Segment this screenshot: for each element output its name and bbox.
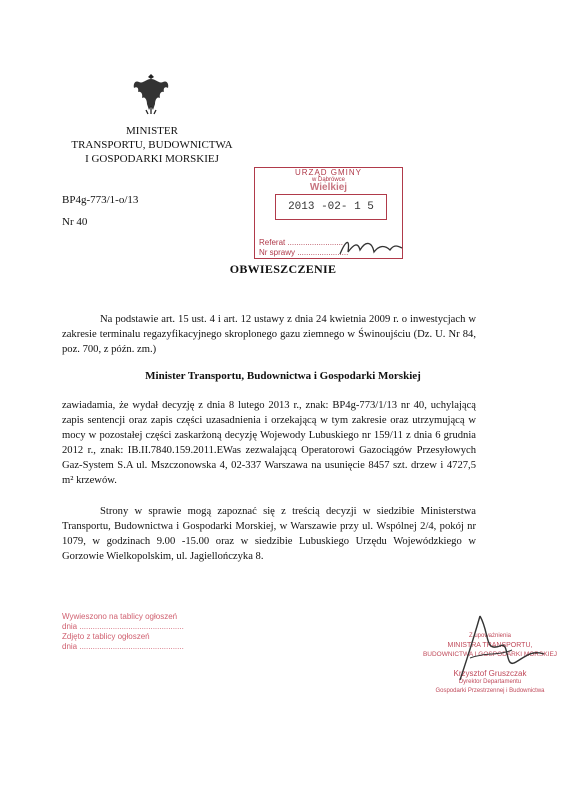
issuer-line-3: I GOSPODARKI MORSKIEJ xyxy=(85,153,219,165)
eagle-emblem-icon xyxy=(131,70,171,116)
removed-label: Zdjęto z tablicy ogłoszeń xyxy=(62,632,150,641)
decision-number: Nr 40 xyxy=(62,216,88,228)
case-number: BP4g-773/1-o/13 xyxy=(62,194,139,206)
notice-board-stamp xyxy=(62,612,202,652)
handwritten-signature xyxy=(440,610,550,690)
document-title: OBWIESZCZENIE xyxy=(229,262,337,276)
stamp-office: URZĄD GMINY xyxy=(295,168,362,177)
signatory-name: Krzysztof Gruszczak xyxy=(453,669,527,678)
issuer-block xyxy=(62,124,242,166)
posted-date: dnia ............................................... xyxy=(62,622,184,631)
stamp-date: 2013 -02- 1 5 xyxy=(275,194,387,220)
stamp-referat: Referat ......................... xyxy=(259,238,344,247)
issuer-line-1: MINISTER xyxy=(126,125,178,137)
stamp-place: Wielkiej xyxy=(309,182,348,193)
intro-paragraph: Na podstawie art. 15 ust. 4 i art. 12 ustawy z dnia 24 kwietnia 2009 r. o inwestycjach w zakresie terminalu regazyfikacyjnego skroplonego gazu ziemnego w Świnoujściu (Dz. U. Nr 84, poz. 700, z późn. zm.) xyxy=(62,314,476,355)
decision-paragraph: zawiadamia, że wydał decyzję z dnia 8 lutego 2013 r., znak: BP4g-773/1/13 nr 40, uchylającą zapis sentencji oraz zapis części uzasadnienia i orzekającą w tym zakresie oraz utrzymującą w mocy w pozostałej części zaskarżoną decyzję Wojewody Lubuskiego nr 159/11 z dnia 6 grudnia 2012 r., znak: IB.II.7840.159.2011.EWas zezwalającą Operatorowi Gazociągów Przesyłowych Gaz-System S.A ul. Mszczonowska 4, 02-337 Warszawa na usunięcie 8457 szt. drzew i 4727,5 m² krzewów. xyxy=(62,400,476,486)
signatory-role-1: Dyrektor Departamentu xyxy=(458,679,522,685)
issuer-line-2: TRANSPORTU, BUDOWNICTWA xyxy=(71,139,233,151)
minister-line: MINISTRA TRANSPORTU, xyxy=(447,642,533,649)
authority-heading: Minister Transportu, Budownictwa i Gospodarki Morskiej xyxy=(145,370,421,382)
stamp-nr-sprawy: Nr sprawy ....................... xyxy=(259,248,349,257)
info-paragraph: Strony w sprawie mogą zapoznać się z treścią decyzji w siedzibie Ministerstwa Transportu, Budownictwa i Gospodarki Morskiej, w Warszawie przy ul. Wspólnej 2/4, pokój nr 1079, w godzinach 9.00 -15.00 oraz w siedzibie Lubuskiego Urzędu Wojewódzkiego w Gorzowie Wielkopolskim, ul. Jagiellończyka 8. xyxy=(62,506,476,562)
ministry-line: BUDOWNICTWA I GOSPODARKI MORSKIEJ xyxy=(422,651,558,658)
signatory-role-2: Gospodarki Przestrzennej i Budownictwa xyxy=(435,688,545,694)
posted-label: Wywieszono na tablicy ogłoszeń xyxy=(62,612,178,621)
handwritten-initials xyxy=(336,236,406,260)
authorization-line: Z upoważnienia xyxy=(468,633,512,639)
stamp-sub: w Dąbrówce xyxy=(311,177,345,183)
removed-date: dnia ............................................... xyxy=(62,642,184,651)
